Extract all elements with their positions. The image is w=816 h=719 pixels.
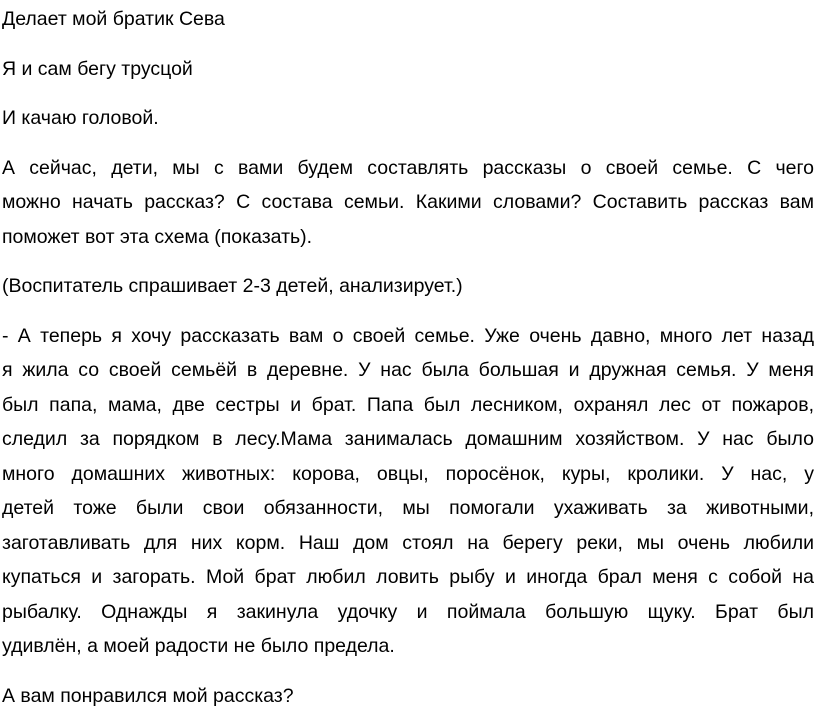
paragraph-story-line-5: много домашних животных: корова, овцы, поросёнок, куры, кролики. У нас, у — [2, 462, 814, 485]
poem-line-3: И качаю головой. — [2, 107, 159, 129]
paragraph-intro-line-2: можно начать рассказ? С состава семьи. Какими словами? Составить рассказ вам — [2, 191, 814, 213]
paragraph-intro — [2, 151, 814, 255]
paragraph-story-line-4: следил за порядком в лесу.Мама занималась домашним хозяйством. У нас было — [2, 428, 814, 450]
poem-line-2: Я и сам бегу трусцой — [2, 57, 193, 80]
paragraph-story-line-3: был папа, мама, две сестры и брат. Папа был лесником, охранял лес от пожаров, — [2, 393, 814, 416]
paragraph-question: А вам понравился мой рассказ? — [2, 684, 294, 707]
paragraph-intro-line-3: поможет вот эта схема (показать). — [2, 225, 313, 248]
paragraph-story-line-7: заготавливать для них корм. Наш дом стоял на берегу реки, мы очень любили — [2, 531, 814, 554]
paragraph-story-line-1: - А теперь я хочу рассказать вам о своей семье. Уже очень давно, много лет назад — [2, 324, 814, 347]
poem-line-1: Делает мой братик Сева — [2, 8, 225, 30]
paragraph-story-line-8: купаться и загорать. Мой брат любил ловить рыбу и иногда брал меня с собой на — [2, 566, 814, 588]
paragraph-story-line-10: удивлён, а моей радости не было предела. — [2, 635, 395, 657]
paragraph-story-line-6: детей тоже были свои обязанности, мы помогали ухаживать за животными, — [2, 497, 814, 519]
paragraph-story-line-2: я жила со своей семьёй в деревне. У нас была большая и дружная семья. У меня — [2, 359, 814, 381]
paragraph-teacher-note: (Воспитатель спрашивает 2-3 детей, анализирует.) — [2, 275, 463, 297]
paragraph-intro-line-1: А сейчас, дети, мы с вами будем составлять рассказы о своей семье. С чего — [2, 156, 814, 179]
paragraph-story-line-9: рыбалку. Однажды я закинула удочку и поймала большую щуку. Брат был — [2, 600, 814, 623]
paragraph-story — [2, 319, 814, 664]
